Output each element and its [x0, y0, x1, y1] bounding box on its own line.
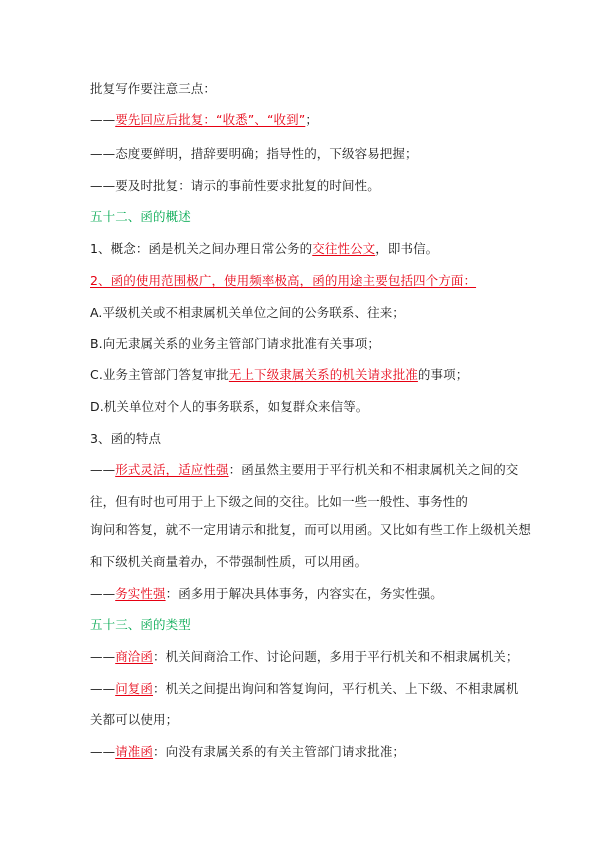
- text-line: [90, 431, 512, 447]
- heading-text: 五十二、函的概述: [90, 209, 191, 224]
- heading-text: 五十三、函的类型: [90, 617, 191, 632]
- text-line: [90, 649, 519, 665]
- text-line: [90, 712, 512, 728]
- body-text: C.业务主管部门答复审批: [90, 367, 229, 382]
- body-text: 往，但有时也可用于上下级之间的交往。比如一些一般性、事务性的: [90, 494, 469, 509]
- text-line: [90, 586, 512, 602]
- section-heading: [90, 209, 512, 225]
- body-text: ：函虽然主要用于平行机关和不相隶属机关之间的交: [228, 462, 519, 477]
- text-line: [90, 273, 512, 289]
- body-text: ——: [90, 586, 116, 601]
- body-text: 的事项；: [417, 367, 469, 382]
- highlighted-term: 形式灵活，适应性强: [115, 462, 229, 477]
- highlighted-term: 务实性强: [115, 586, 166, 601]
- text-line: [90, 554, 512, 570]
- body-text: ：机关之间提出询问和答复询问，平行机关、上下级、不相隶属机: [153, 681, 519, 696]
- highlighted-term: 交往性公文: [312, 241, 376, 256]
- body-text: ——: [90, 744, 116, 759]
- body-text: 关都可以使用；: [90, 712, 179, 727]
- body-text: ——要及时批复：请示的事前性要求批复的时间性。: [90, 178, 380, 193]
- highlighted-term: 问复函: [115, 681, 154, 696]
- body-text: ——: [90, 462, 116, 477]
- body-text: 3、函的特点: [90, 431, 162, 446]
- body-text: A.平级机关或不相隶属机关单位之间的公务联系、往来；: [90, 305, 405, 320]
- text-line: [90, 146, 512, 162]
- text-line: [90, 178, 512, 194]
- highlighted-term: 商洽函: [115, 649, 154, 664]
- text-line: [90, 112, 512, 128]
- body-text: ：函多用于解决具体事务，内容实在，务实性强。: [165, 586, 443, 601]
- body-text: ；: [305, 112, 318, 127]
- section-heading: [90, 617, 512, 633]
- highlighted-term: 请准函: [115, 744, 154, 759]
- text-line: [90, 305, 512, 321]
- body-text: B.向无隶属关系的业务主管部门请求批准有关事项；: [90, 336, 380, 351]
- text-line: [90, 494, 512, 510]
- body-text: 批复写作要注意三点：: [90, 81, 217, 96]
- body-text: 询问和答复，就不一定用请示和批复，而可以用函。又比如有些工作上级机关想: [90, 522, 532, 537]
- text-line: [90, 241, 512, 257]
- text-line: [90, 744, 512, 760]
- highlighted-term: 2、函的使用范围极广，使用频率极高，函的用途主要包括四个方面：: [90, 273, 477, 288]
- text-line: [90, 336, 512, 352]
- body-text: 和下级机关商量着办，不带强制性质，可以用函。: [90, 554, 368, 569]
- text-line: [90, 367, 512, 383]
- text-line: [90, 681, 519, 697]
- body-text: ，即书信。: [375, 241, 439, 256]
- body-text: ：机关间商洽工作、讨论问题，多用于平行机关和不相隶属机关；: [153, 649, 519, 664]
- body-text: ——: [90, 112, 116, 127]
- text-line: [90, 81, 512, 97]
- body-text: ——: [90, 681, 116, 696]
- highlighted-term: 要先回应后批复：“收悉”、“收到”: [115, 112, 306, 127]
- body-text: ——态度要鲜明，措辞要明确；指导性的，下级容易把握；: [90, 146, 418, 161]
- text-line: [90, 462, 519, 478]
- body-text: ——: [90, 649, 116, 664]
- body-text: D.机关单位对个人的事务联系，如复群众来信等。: [90, 399, 369, 414]
- highlighted-term: 无上下级隶属关系的机关请求批准: [228, 367, 418, 382]
- text-line: [90, 522, 532, 538]
- body-text: ：向没有隶属关系的有关主管部门请求批准；: [153, 744, 406, 759]
- text-line: [90, 399, 512, 415]
- body-text: 1、概念：函是机关之间办理日常公务的: [90, 241, 313, 256]
